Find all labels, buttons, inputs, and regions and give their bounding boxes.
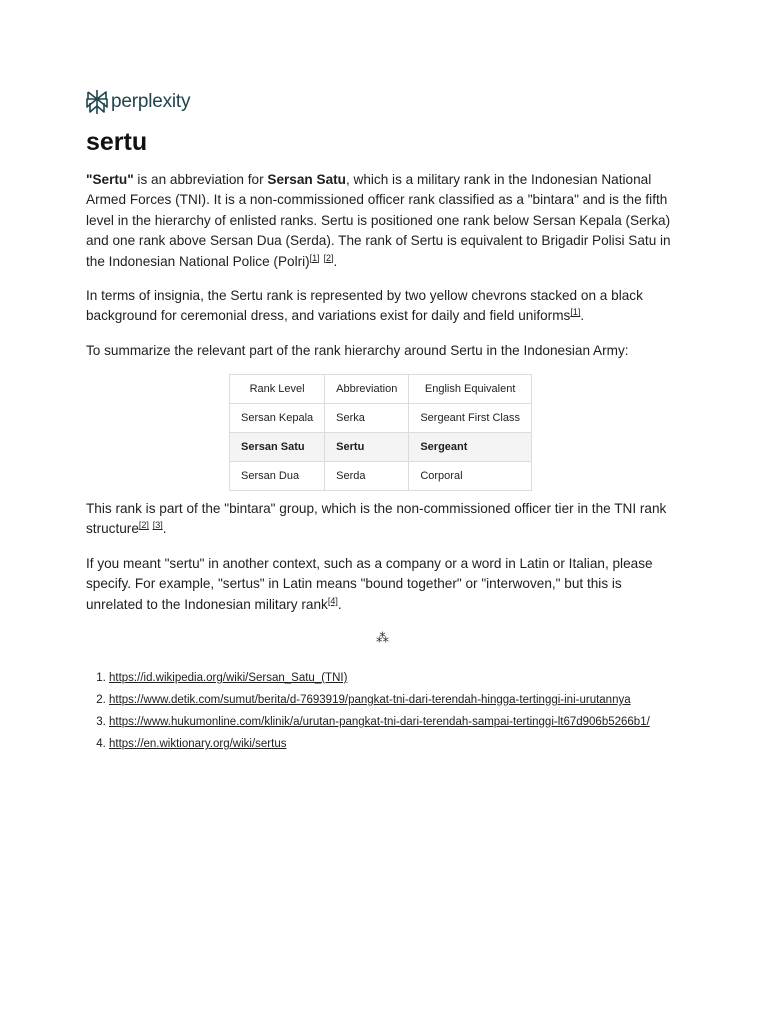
column-header: English Equivalent	[409, 375, 532, 404]
intro-text-2: , which is a military rank in the Indonesian National Armed Forces (TNI). It is a non-commissioned officer rank classified as a "bintara" and is the fifth level in the hierarchy of enlisted ranks. Sertu is positioned one rank below Sersan Kepala (Serka) and one rank above Sersan Dua (Serda). The rank of Sertu is equivalent to Brigadir Polisi Satu in the Indonesian National Police (Polri)	[86, 172, 671, 269]
term-bold: "Sertu"	[86, 172, 134, 187]
table-row	[230, 404, 532, 433]
insignia-end: .	[580, 308, 585, 324]
table-cell: Sergeant	[409, 433, 532, 462]
column-header: Abbreviation	[325, 375, 409, 404]
table-cell: Sertu	[325, 433, 409, 462]
table-cell: Sersan Kepala	[230, 404, 325, 433]
citation-link-4[interactable]: [4]	[327, 595, 338, 606]
page-title: sertu	[86, 128, 148, 156]
other-text: If you meant "sertu" in another context, such as a company or a word in Latin or Italian, please specify. For example, "sertus" in Latin means "bound together" or "interwoven," but this is unrelated to the Indonesian military rank	[86, 556, 653, 612]
table-cell: Serka	[325, 404, 409, 433]
intro-text-1: is an abbreviation for	[133, 172, 268, 187]
list-item	[109, 669, 682, 687]
table-cell: Serda	[325, 462, 409, 491]
citation-link-3[interactable]: [3]	[152, 520, 163, 531]
citation-link-2[interactable]: [2]	[138, 520, 149, 531]
reference-link-1[interactable]: https://id.wikipedia.org/wiki/Sersan_Satu_(TNI)	[109, 672, 348, 684]
brand-name: perplexity	[111, 91, 191, 112]
perplexity-logo[interactable]	[86, 88, 190, 116]
rank-table	[229, 374, 532, 491]
table-row-highlighted	[230, 433, 532, 462]
intro-paragraph	[86, 170, 682, 272]
column-header: Rank Level	[230, 375, 325, 404]
other-end: .	[337, 596, 342, 612]
citation-link-2[interactable]: [2]	[323, 252, 334, 263]
sersan-satu-bold: Sersan Satu	[267, 172, 346, 187]
table-cell: Sersan Dua	[230, 462, 325, 491]
insignia-paragraph	[86, 286, 682, 327]
references-list	[86, 669, 682, 757]
reference-link-4[interactable]: https://en.wiktionary.org/wiki/sertus	[109, 738, 287, 750]
table-cell: Sergeant First Class	[409, 404, 532, 433]
citation-link-1[interactable]: [1]	[309, 252, 320, 263]
citation-link-1[interactable]: [1]	[570, 307, 581, 318]
table-cell: Sersan Satu	[230, 433, 325, 462]
table-row	[230, 462, 532, 491]
list-item	[109, 691, 682, 709]
perplexity-logo-icon	[86, 89, 108, 115]
bintara-text: This rank is part of the "bintara" group, which is the non-commissioned officer tier in the TNI rank structure	[86, 501, 667, 537]
other-context-paragraph	[86, 554, 682, 615]
summary-intro: To summarize the relevant part of the rank hierarchy around Sertu in the Indonesian Army:	[86, 343, 629, 358]
table-cell: Corporal	[409, 462, 532, 491]
insignia-text: In terms of insignia, the Sertu rank is represented by two yellow chevrons stacked on a black background for ceremonial dress, and variations exist for daily and field uniforms	[86, 288, 643, 324]
bintara-paragraph	[86, 499, 682, 540]
reference-link-3[interactable]: https://www.hukumonline.com/klinik/a/urutan-pangkat-tni-dari-terendah-sampai-tertinggi-lt67d906b5266b1/	[109, 716, 650, 728]
section-divider: ⁂	[376, 630, 389, 645]
list-item	[109, 713, 682, 731]
reference-link-2[interactable]: https://www.detik.com/sumut/berita/d-7693919/pangkat-tni-dari-terendah-hingga-tertinggi-ini-urutannya	[109, 694, 631, 706]
intro-end: .	[333, 253, 338, 269]
list-item	[109, 735, 682, 753]
table-header-row	[230, 375, 532, 404]
bintara-end: .	[162, 521, 167, 537]
